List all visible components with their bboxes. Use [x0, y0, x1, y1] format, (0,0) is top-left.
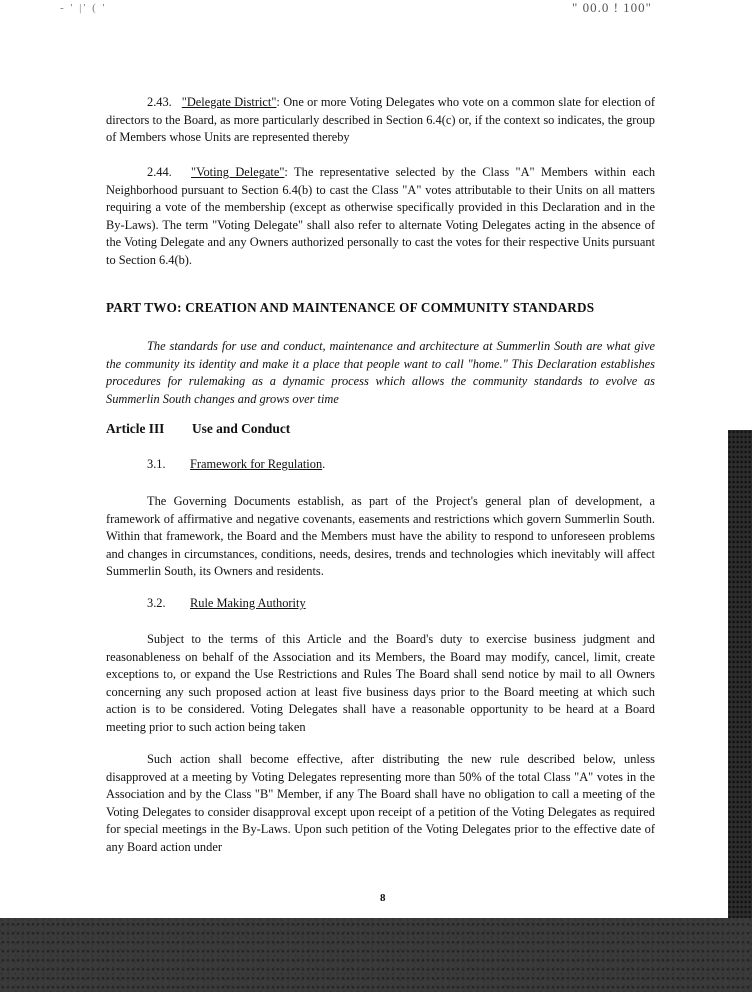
- part-two-heading: PART TWO: CREATION AND MAINTENANCE OF COMMUNITY STANDARDS: [106, 300, 595, 315]
- section-3-1-heading: 3.1. Framework for Regulation.: [147, 457, 326, 471]
- article-heading: [106, 421, 290, 437]
- section-2-44: [106, 164, 655, 270]
- section-3-2-body-2: Such action shall become effective, after distributing the new rule described below, unless disapproved at a meeting by Voting Delegates representing more than 50% of the total Class "A" votes in the Association and by the Class "B" Member, if any The Board shall have no obligation to call a meeting of the Voting Delegates to consider disapproval except upon receipt of a petition of the Voting Delegates as required for special meetings in the By-Laws. Upon such petition of the Voting Delegates prior to the effective date of any Board action under: [106, 752, 655, 854]
- section-number: 2.43.: [147, 95, 172, 109]
- section-number: 3.1.: [147, 457, 166, 471]
- section-number: 2.44.: [147, 165, 172, 179]
- section-3-1-body: The Governing Documents establish, as part of the Project's general plan of development, a framework of affirmative and negative covenants, easements and restrictions which govern Summerlin South. Within that framework, the Board and the Members must have the ability to respond to unforeseen problems and changes in circumstances, conditions, needs, desires, trends and technologies which inevitably will affect Summerlin South, its Owners and residents.: [106, 494, 655, 579]
- section-3-2-heading: [147, 596, 306, 611]
- section-number: 3.2.: [147, 596, 166, 610]
- scan-edge-right: [728, 430, 752, 992]
- section-3-2-body-1: Subject to the terms of this Article and the Board's duty to exercise business judgment and reasonableness on behalf of the Association and its Members, the Board may modify, cancel, limit, create exceptions to, or expand the Use Restrictions and Rules The Board shall send notice by mail to all Owners concerning any such proposed action at least five business days prior to the Board meeting at which such action is to be considered. Voting Delegates shall have a reasonable opportunity to be heard at a Board meeting prior to such action being taken: [106, 632, 655, 734]
- page-number: 8: [380, 892, 386, 904]
- header-stamp: " 00.0 ! 100": [572, 0, 652, 15]
- scan-artifact: - ' |' ( ': [60, 2, 107, 14]
- scan-edge-bottom: [0, 918, 752, 992]
- defined-term: "Voting Delegate": [191, 165, 285, 179]
- definition-text: : The representative selected by the Class "A" Members within each Neighborhood pursuant to Section 6.4(b) to cast the Class "A" votes attributable to their Units on all matters requiring a vote of the membership (except as otherwise specifically provided in this Declaration and in the By-Laws). The term "Voting Delegate" shall also refer to alternate Voting Delegates acting in the absence of the Voting Delegate and any Owners authorized personally to cast the votes for their respective Units pursuant to Section 6.4(b).: [106, 165, 656, 267]
- definition-text: : One or more Voting Delegates who vote on a common slate for election of directors to the Board, as more particularly described in Section 6.4(c) or, if the context so indicates, the group of Members whose Units are represented thereby: [106, 95, 655, 145]
- section-title: Framework for Regulation: [190, 457, 323, 471]
- article-title: Use and Conduct: [192, 421, 291, 436]
- defined-term: "Delegate District": [181, 95, 277, 109]
- section-2-43: [106, 94, 655, 147]
- part-two-intro: The standards for use and conduct, maintenance and architecture at Summerlin South are what give the community its identity and make it a place that people want to call "home." This Declaration establishes procedures for rulemaking as a dynamic process which allows the community standards to evolve as Summerlin South changes and grows over time: [106, 339, 655, 406]
- article-label: Article III: [106, 421, 165, 436]
- section-title: Rule Making Authority: [190, 596, 306, 610]
